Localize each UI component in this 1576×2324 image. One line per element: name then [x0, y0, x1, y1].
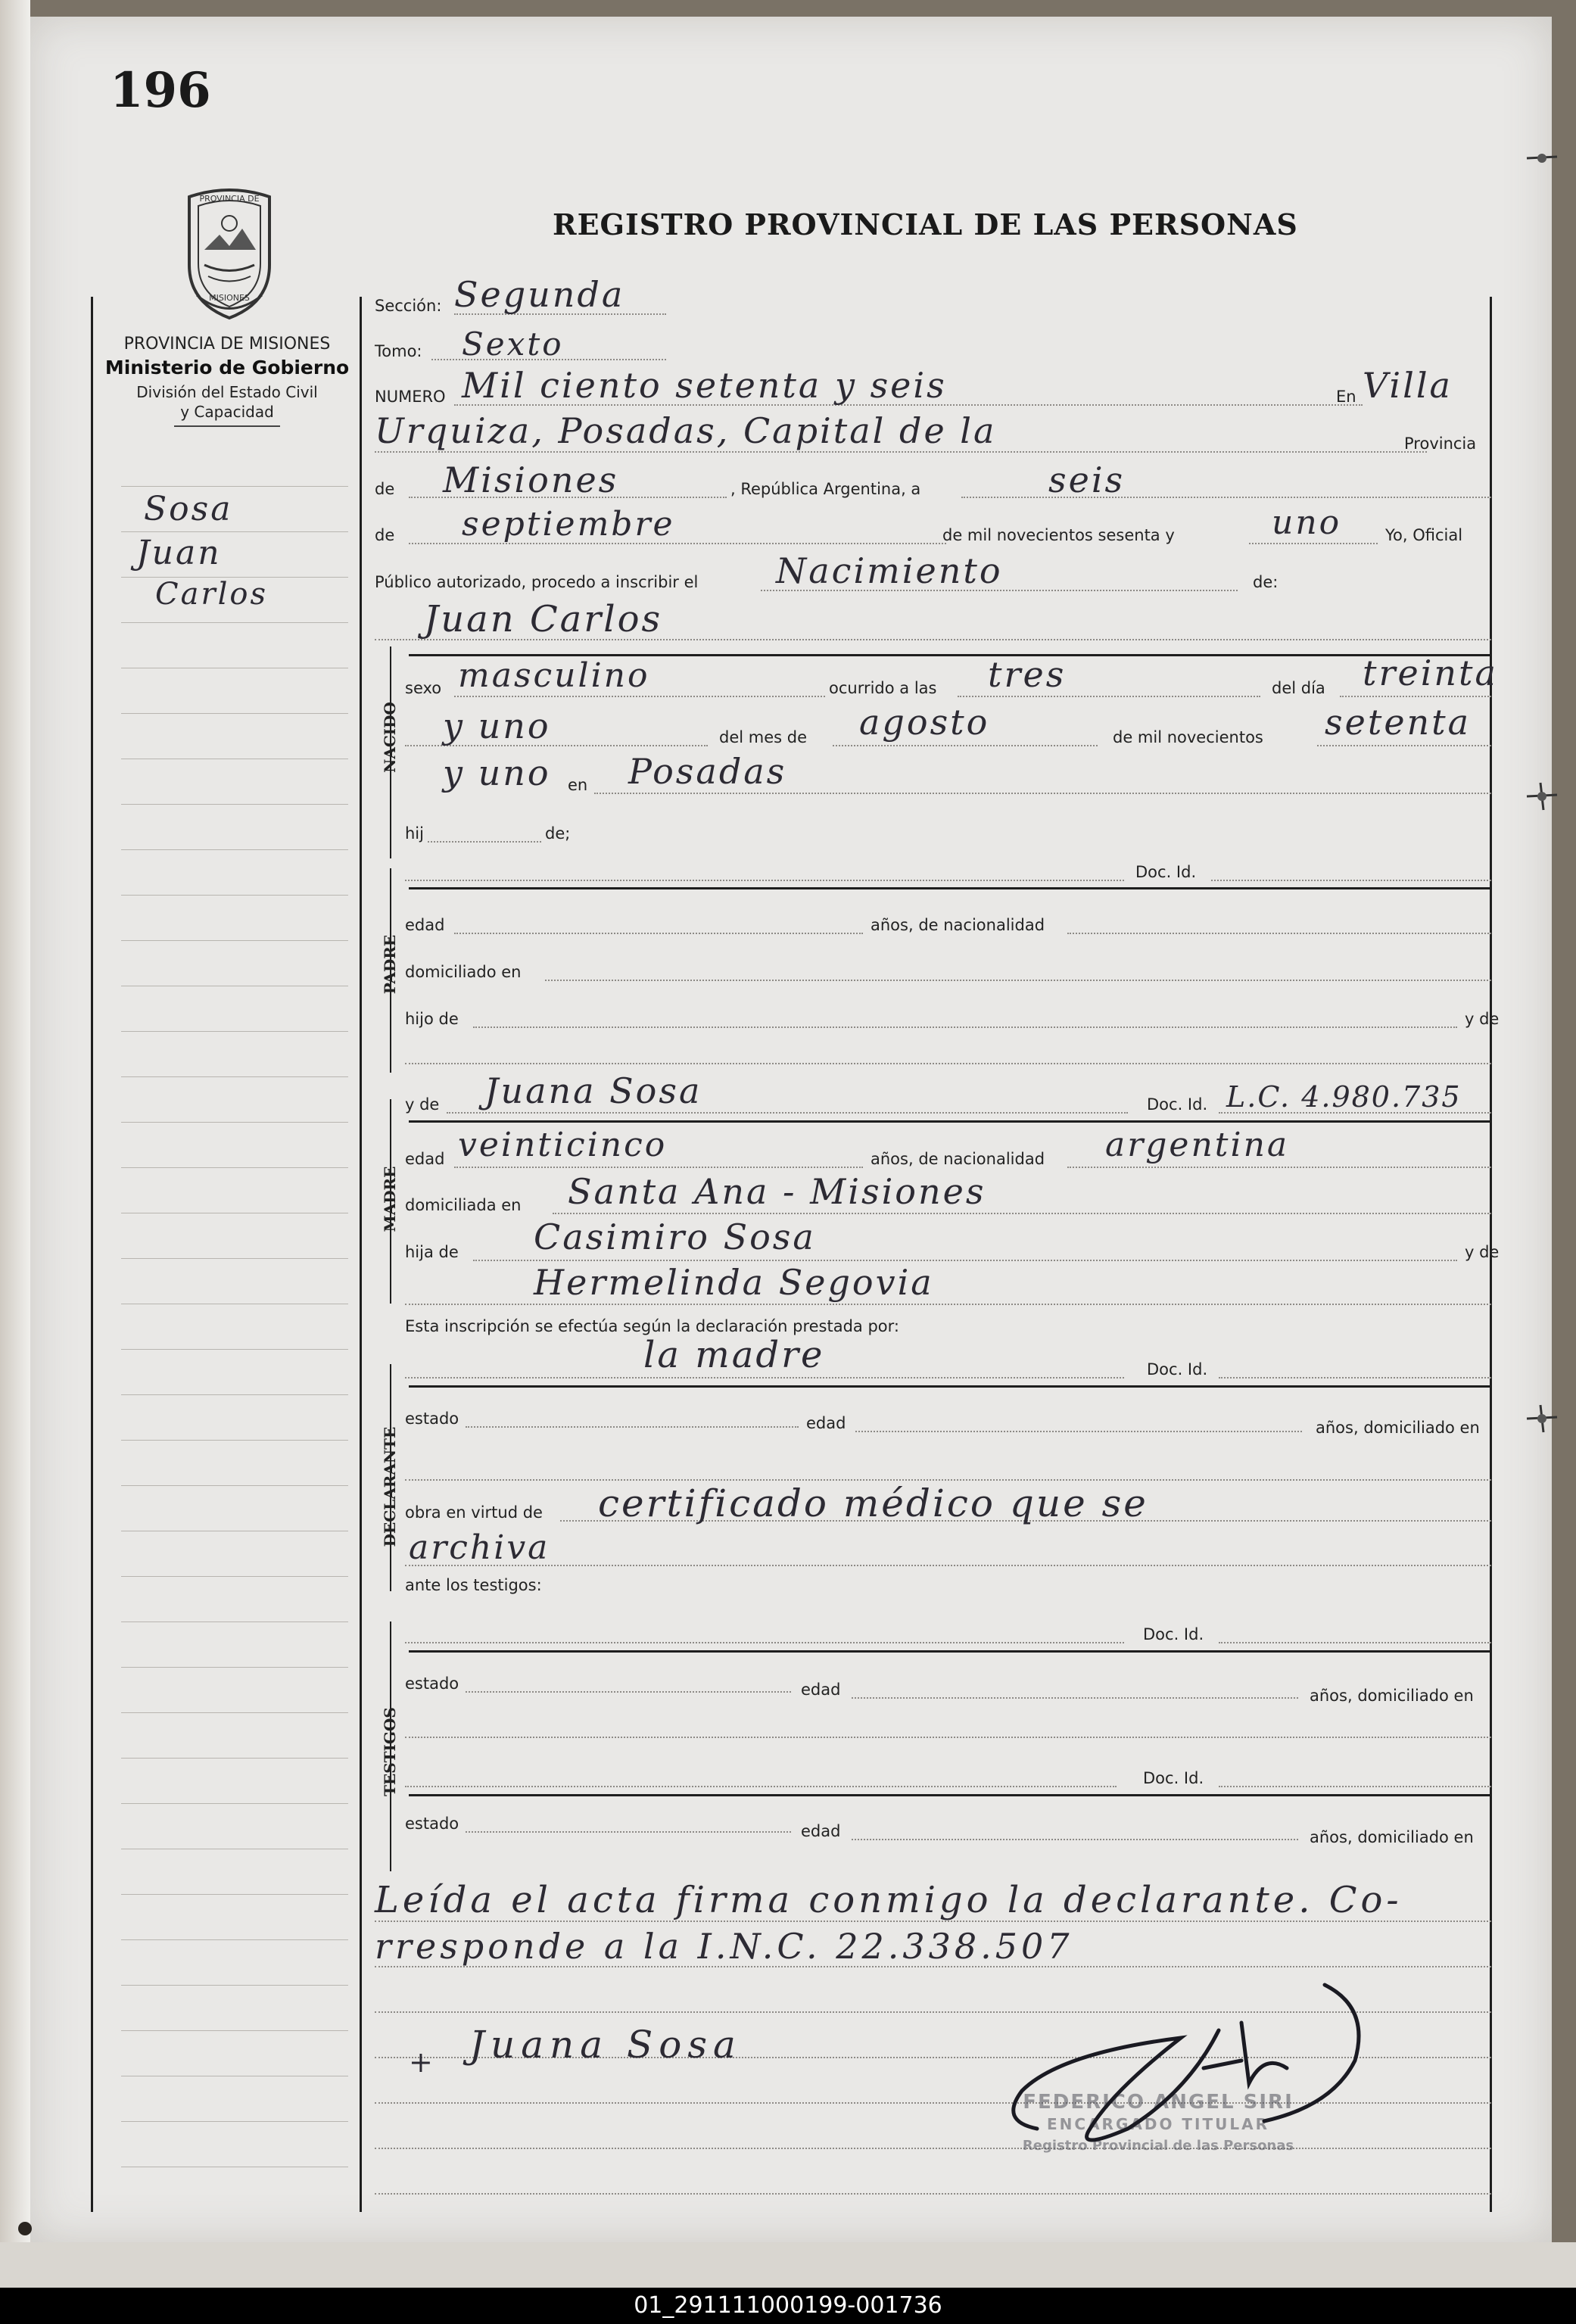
label-de-semi: de;	[545, 824, 571, 843]
value-madre-edad: veinticinco	[458, 1126, 668, 1164]
label-estado-decl: estado	[405, 1410, 459, 1428]
left-border	[91, 297, 93, 2212]
margin-ruled-line	[121, 1349, 348, 1350]
label-estado-t1: estado	[405, 1674, 459, 1693]
label-anos-nac-madre: años, de nacionalidad	[871, 1150, 1045, 1168]
label-domiciliado-padre: domiciliado en	[405, 963, 522, 981]
value-mes-nac: agosto	[859, 702, 990, 743]
label-doc-id-madre: Doc. Id.	[1147, 1095, 1208, 1114]
value-acto: Nacimiento	[776, 550, 1003, 591]
line-padre-abuela	[405, 1063, 1491, 1064]
value-dia-nac: treinta	[1363, 653, 1498, 693]
margin-ruled-line	[121, 486, 348, 487]
margin-ruled-line	[121, 1712, 348, 1713]
punch-hole	[18, 2222, 32, 2235]
value-dia: seis	[1048, 460, 1126, 500]
margin-ruled-line	[121, 1667, 348, 1668]
line-madre-madre	[405, 1304, 1491, 1305]
section-nacido: NACIDO	[381, 702, 399, 773]
value-anio-nac: setenta	[1325, 702, 1472, 743]
declarante-top-rule	[409, 1385, 1491, 1388]
label-republica: , República Argentina, a	[730, 480, 921, 498]
label-publico: Público autorizado, procedo a inscribir el	[375, 573, 699, 591]
line-dom-t1	[405, 1737, 1491, 1738]
label-edad-t2: edad	[801, 1822, 841, 1840]
label-numero: NUMERO	[375, 388, 446, 406]
value-madre-nombre: Juana Sosa	[484, 1070, 702, 1111]
line-nac-madre	[1067, 1167, 1491, 1168]
line-estado-t1	[466, 1691, 791, 1693]
label-seccion: Sección:	[375, 297, 442, 315]
margin-ruled-line	[121, 1440, 348, 1441]
margin-note-name1: Juan	[136, 534, 222, 572]
label-de-colon: de:	[1253, 573, 1279, 591]
value-madre-domicilio: Santa Ana - Misiones	[568, 1171, 986, 1212]
section-madre: MADRE	[381, 1166, 399, 1232]
label-y-de-madre2: y de	[1465, 1243, 1500, 1261]
label-yo-oficial: Yo, Oficial	[1385, 526, 1463, 544]
line-anio-nac	[1317, 745, 1491, 746]
value-sexo: masculino	[458, 656, 650, 695]
section-testigos: TESTIGOS	[381, 1707, 399, 1796]
margin-ruled-line	[121, 2030, 348, 2031]
label-obra: obra en virtud de	[405, 1503, 543, 1522]
line-edad-t1	[852, 1697, 1298, 1699]
value-numero: Mil ciento setenta y seis	[462, 365, 947, 406]
line-dom-decl	[405, 1479, 1491, 1481]
line-estado-decl	[466, 1426, 799, 1428]
margin-ruled-line	[121, 1394, 348, 1395]
padre-top-rule	[409, 887, 1491, 889]
margin-ruled-line	[121, 1576, 348, 1577]
label-doc-id-t2: Doc. Id.	[1143, 1769, 1204, 1787]
label-de-mil: de mil novecientos sesenta y	[942, 526, 1175, 544]
stamp-line2: ENCARGADO TITULAR	[1046, 2115, 1269, 2133]
value-lugar-nac: Posadas	[628, 751, 787, 792]
value-seccion: Segunda	[454, 274, 625, 315]
margin-ruled-line	[121, 1485, 348, 1486]
line-hija-de	[473, 1260, 1457, 1261]
next-page-edge	[0, 2242, 1576, 2288]
line-blank5	[375, 2193, 1491, 2195]
label-anos-nac-padre: años, de nacionalidad	[871, 916, 1045, 934]
margin-ruled-line	[121, 713, 348, 714]
line-dia	[961, 497, 1491, 498]
line-obra2	[405, 1565, 1491, 1566]
binding-ring-icon	[1525, 142, 1559, 175]
line-sexo	[454, 696, 825, 697]
margin-ruled-line	[121, 531, 348, 532]
label-de-provincia: de	[375, 480, 395, 498]
label-doc-id-padre: Doc. Id.	[1135, 863, 1197, 881]
label-y-de-madre: y de	[405, 1095, 440, 1114]
label-esta-inscripcion: Esta inscripción se efectúa según la declaración prestada por:	[405, 1317, 899, 1335]
line-testigo2	[405, 1786, 1117, 1787]
label-domiciliada: domiciliada en	[405, 1196, 522, 1214]
seal-bottom-text: MISIONES	[209, 293, 250, 303]
line-edad-decl	[855, 1431, 1302, 1432]
label-de-mes: de	[375, 526, 395, 544]
line-dom-madre	[553, 1213, 1491, 1214]
value-anio: uno	[1272, 503, 1342, 542]
line-padre-doc	[1211, 880, 1491, 881]
line-dom-padre	[545, 980, 1491, 981]
value-provincia: Misiones	[443, 460, 619, 500]
label-edad-t1: edad	[801, 1681, 841, 1699]
value-madre-doc: L.C. 4.980.735	[1226, 1080, 1462, 1114]
binding-ring-icon	[1525, 1402, 1559, 1435]
label-tomo: Tomo:	[375, 342, 422, 360]
label-doc-id-t1: Doc. Id.	[1143, 1625, 1204, 1643]
value-nota1: Leída el acta firma conmigo la declarante. Co-	[375, 1879, 1403, 1921]
label-anos-dom-t1: años, domiciliado en	[1310, 1687, 1474, 1705]
agency-line1: PROVINCIA DE MISIONES	[123, 335, 331, 354]
binding-ring-icon	[1525, 780, 1559, 813]
value-certificado2: archiva	[409, 1528, 550, 1567]
value-certificado: certificado médico que se	[598, 1481, 1148, 1525]
label-en: En	[1336, 388, 1356, 406]
signature-mother: Juana Sosa	[469, 2023, 742, 2067]
margin-ruled-line	[121, 1031, 348, 1032]
stamp-line3: Registro Provincial de las Personas	[1022, 2138, 1294, 2154]
label-estado-t2: estado	[405, 1815, 459, 1833]
margin-ruled-line	[121, 804, 348, 805]
label-sexo: sexo	[405, 679, 442, 697]
label-anos-dom-t2: años, domiciliado en	[1310, 1828, 1474, 1846]
label-anos-dom-decl: años, domiciliado en	[1316, 1419, 1480, 1437]
line-lugar-nac	[594, 793, 1491, 794]
label-del-dia: del día	[1272, 679, 1325, 697]
value-mes: septiembre	[462, 505, 675, 544]
section-padre: PADRE	[381, 934, 399, 995]
margin-ruled-line	[121, 1258, 348, 1259]
label-hijo-de: hijo de	[405, 1010, 459, 1028]
line-declarante	[405, 1377, 1124, 1379]
mark-cross: +	[409, 2045, 435, 2079]
value-nota2: rresponde a la I.N.C. 22.338.507	[375, 1926, 1073, 1967]
margin-ruled-line	[121, 849, 348, 850]
line-edad-t2	[852, 1839, 1298, 1840]
agency-line2: Ministerio de Gobierno	[104, 357, 350, 379]
label-edad-madre: edad	[405, 1150, 445, 1168]
label-edad-padre: edad	[405, 916, 445, 934]
label-ocurrido: ocurrido a las	[829, 679, 937, 697]
page-number: 196	[110, 62, 211, 119]
label-ante-testigos: ante los testigos:	[405, 1576, 542, 1594]
margin-ruled-line	[121, 1985, 348, 1986]
label-provincia: Provincia	[1404, 435, 1477, 453]
label-y-de-padre: y de	[1465, 1010, 1500, 1028]
page-edge	[0, 0, 30, 2275]
line-hij	[428, 841, 541, 843]
line-dia-nac	[1340, 696, 1491, 697]
line-t2-doc	[1219, 1786, 1491, 1787]
line-nac-padre	[1067, 933, 1491, 934]
value-madre-nacionalidad: argentina	[1105, 1126, 1290, 1164]
margin-ruled-line	[121, 1894, 348, 1895]
line-mes-nac	[833, 745, 1098, 746]
margin-ruled-line	[121, 1076, 348, 1077]
document-title: REGISTRO PROVINCIAL DE LAS PERSONAS	[553, 207, 1298, 241]
margin-ruled-line	[121, 1758, 348, 1759]
column-divider	[360, 297, 362, 2212]
line-edad-padre	[454, 933, 863, 934]
stamp-line1: FEDERICO ANGEL SIRI	[1023, 2091, 1294, 2114]
value-en: Villa	[1363, 365, 1453, 406]
line-anio	[1249, 543, 1378, 544]
value-lugar: Urquiza, Posadas, Capital de la	[375, 410, 997, 451]
file-id-bar: 01_291111000199-001736	[0, 2288, 1576, 2324]
official-signature-icon	[992, 1977, 1416, 2151]
label-en2: en	[568, 776, 588, 794]
margin-ruled-line	[121, 940, 348, 941]
label-edad-decl: edad	[806, 1414, 846, 1432]
seal-top-text: PROVINCIA DE	[199, 194, 260, 204]
margin-ruled-line	[121, 1939, 348, 1940]
document-page	[30, 17, 1552, 2242]
value-anio-nac2: y uno	[443, 752, 551, 793]
margin-note-surname: Sosa	[144, 490, 233, 528]
label-de-mil2: de mil novecientos	[1113, 728, 1263, 746]
testigo2-rule	[409, 1794, 1491, 1796]
label-doc-id-decl: Doc. Id.	[1147, 1360, 1208, 1379]
margin-ruled-line	[121, 1803, 348, 1804]
value-declarante: la madre	[643, 1334, 825, 1376]
margin-ruled-line	[121, 1122, 348, 1123]
section-declarante: DECLARANTE	[381, 1426, 399, 1547]
value-nombre: Juan Carlos	[424, 598, 663, 640]
agency-block	[91, 335, 363, 427]
line-lugar	[375, 451, 1427, 453]
line-madre-nombre	[447, 1112, 1128, 1114]
agency-line3: División del Estado Civil	[136, 383, 318, 401]
label-del-mes: del mes de	[719, 728, 808, 746]
label-hija-de: hija de	[405, 1243, 459, 1261]
line-padre-nombre	[405, 880, 1124, 881]
line-edad-madre	[454, 1167, 863, 1168]
line-estado-t2	[466, 1831, 791, 1833]
testigo1-rule	[409, 1650, 1491, 1653]
line-decl-doc	[1219, 1377, 1491, 1379]
value-hora: tres	[988, 654, 1067, 695]
line-testigo1	[405, 1642, 1124, 1643]
agency-line4: y Capacidad	[180, 403, 274, 421]
margin-ruled-line	[121, 895, 348, 896]
madre-top-rule	[409, 1120, 1491, 1123]
margin-ruled-line	[121, 622, 348, 623]
line-t1-doc	[1219, 1642, 1491, 1643]
line-hijo-de	[473, 1026, 1457, 1028]
margin-note-name2: Carlos	[155, 577, 268, 612]
margin-ruled-line	[121, 2121, 348, 2122]
value-madre-madre: Hermelinda Segovia	[534, 1262, 934, 1303]
margin-ruled-line	[121, 1167, 348, 1168]
value-tomo: Sexto	[462, 326, 564, 363]
agency-divider	[174, 425, 280, 427]
value-dia-nac2: y uno	[443, 706, 551, 746]
line-hora	[958, 696, 1260, 697]
label-hij: hij	[405, 824, 424, 843]
value-madre-padre: Casimiro Sosa	[534, 1217, 816, 1257]
